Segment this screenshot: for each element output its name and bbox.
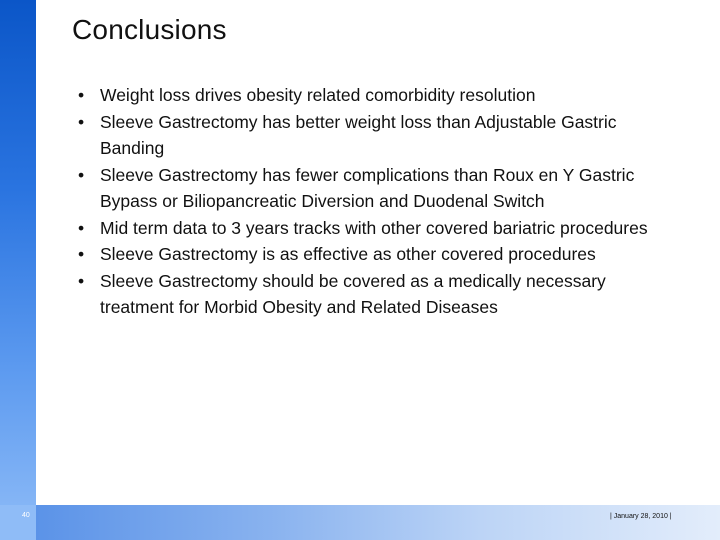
bullet-text: Sleeve Gastrectomy should be covered as a medically necessary treatment for Morbid Obesity and Related Diseases bbox=[100, 270, 606, 317]
bullet-dot: • bbox=[78, 164, 85, 185]
bullet-dot: • bbox=[78, 111, 85, 132]
bullet-dot: • bbox=[78, 270, 85, 291]
bullet-item bbox=[72, 215, 672, 242]
bullet-item bbox=[72, 268, 672, 321]
bullet-item bbox=[72, 162, 672, 215]
bullet-text: Mid term data to 3 years tracks with other covered bariatric procedures bbox=[100, 217, 648, 238]
slide-number: 40 bbox=[22, 512, 30, 519]
bullet-list bbox=[72, 82, 672, 321]
footer-date: | January 28, 2010 | bbox=[610, 513, 672, 520]
bullet-item bbox=[72, 241, 672, 268]
bullet-dot: • bbox=[78, 244, 85, 264]
bullet-text: Sleeve Gastrectomy is as effective as other covered procedures bbox=[100, 244, 596, 264]
slide-title: Conclusions bbox=[72, 14, 227, 45]
footer-corner bbox=[0, 505, 36, 540]
bullet-text: Weight loss drives obesity related comorbidity resolution bbox=[100, 85, 536, 105]
bullet-item bbox=[72, 82, 672, 109]
bullet-dot: • bbox=[78, 85, 85, 105]
bullet-text: Sleeve Gastrectomy has better weight loss than Adjustable Gastric Banding bbox=[100, 111, 617, 158]
left-accent-band bbox=[0, 0, 36, 540]
footer-band bbox=[36, 505, 720, 540]
bullet-item bbox=[72, 109, 672, 162]
bullet-dot: • bbox=[78, 217, 85, 238]
bullet-text: Sleeve Gastrectomy has fewer complications than Roux en Y Gastric Bypass or Biliopancreatic Diversion and Duodenal Switch bbox=[100, 164, 635, 211]
